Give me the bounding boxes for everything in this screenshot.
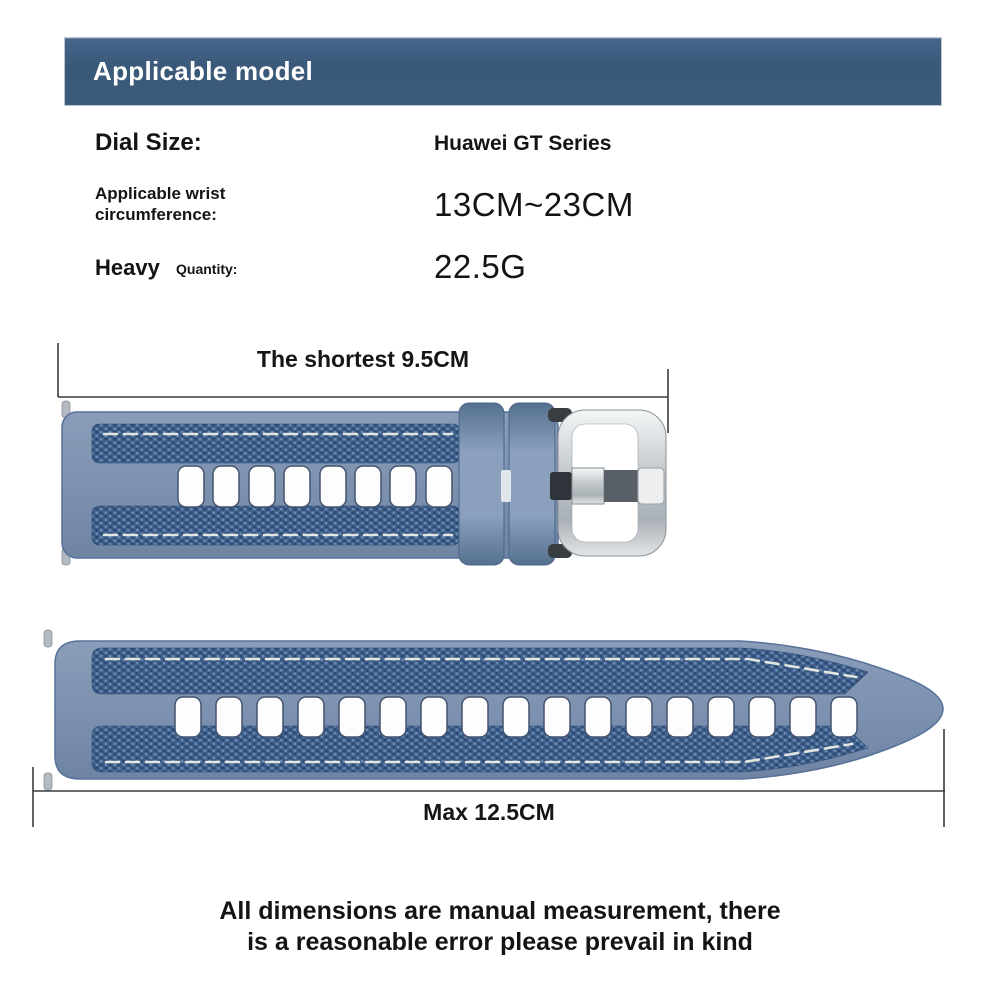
footer-disclaimer xyxy=(0,896,1000,958)
buckle-prong xyxy=(550,468,664,504)
quantity-label: Quantity: xyxy=(176,261,238,277)
footer-disclaimer-line1: All dimensions are manual measurement, there xyxy=(219,897,781,925)
wrist-circumference-value: 13CM~23CM xyxy=(434,186,634,223)
dial-size-value: Huawei GT Series xyxy=(434,132,612,155)
banner-title: Applicable model xyxy=(93,56,314,86)
weight-label: Heavy xyxy=(95,255,160,280)
max-length-annotation: Max 12.5CM xyxy=(423,799,555,825)
buckle xyxy=(548,408,666,558)
strap-holes-long xyxy=(175,697,857,737)
wrist-circumference-label: Applicable wrist circumference: xyxy=(95,184,226,224)
dial-size-label: Dial Size: xyxy=(95,129,202,156)
shortest-length-annotation: The shortest 9.5CM xyxy=(256,346,470,372)
strap-long-illustration xyxy=(44,630,943,790)
footer-disclaimer-line2: is a reasonable error please prevail in kind xyxy=(247,928,753,956)
strap-short-illustration xyxy=(62,401,666,565)
weight-value: 22.5G xyxy=(434,248,527,285)
spring-bar-pin xyxy=(44,630,52,790)
